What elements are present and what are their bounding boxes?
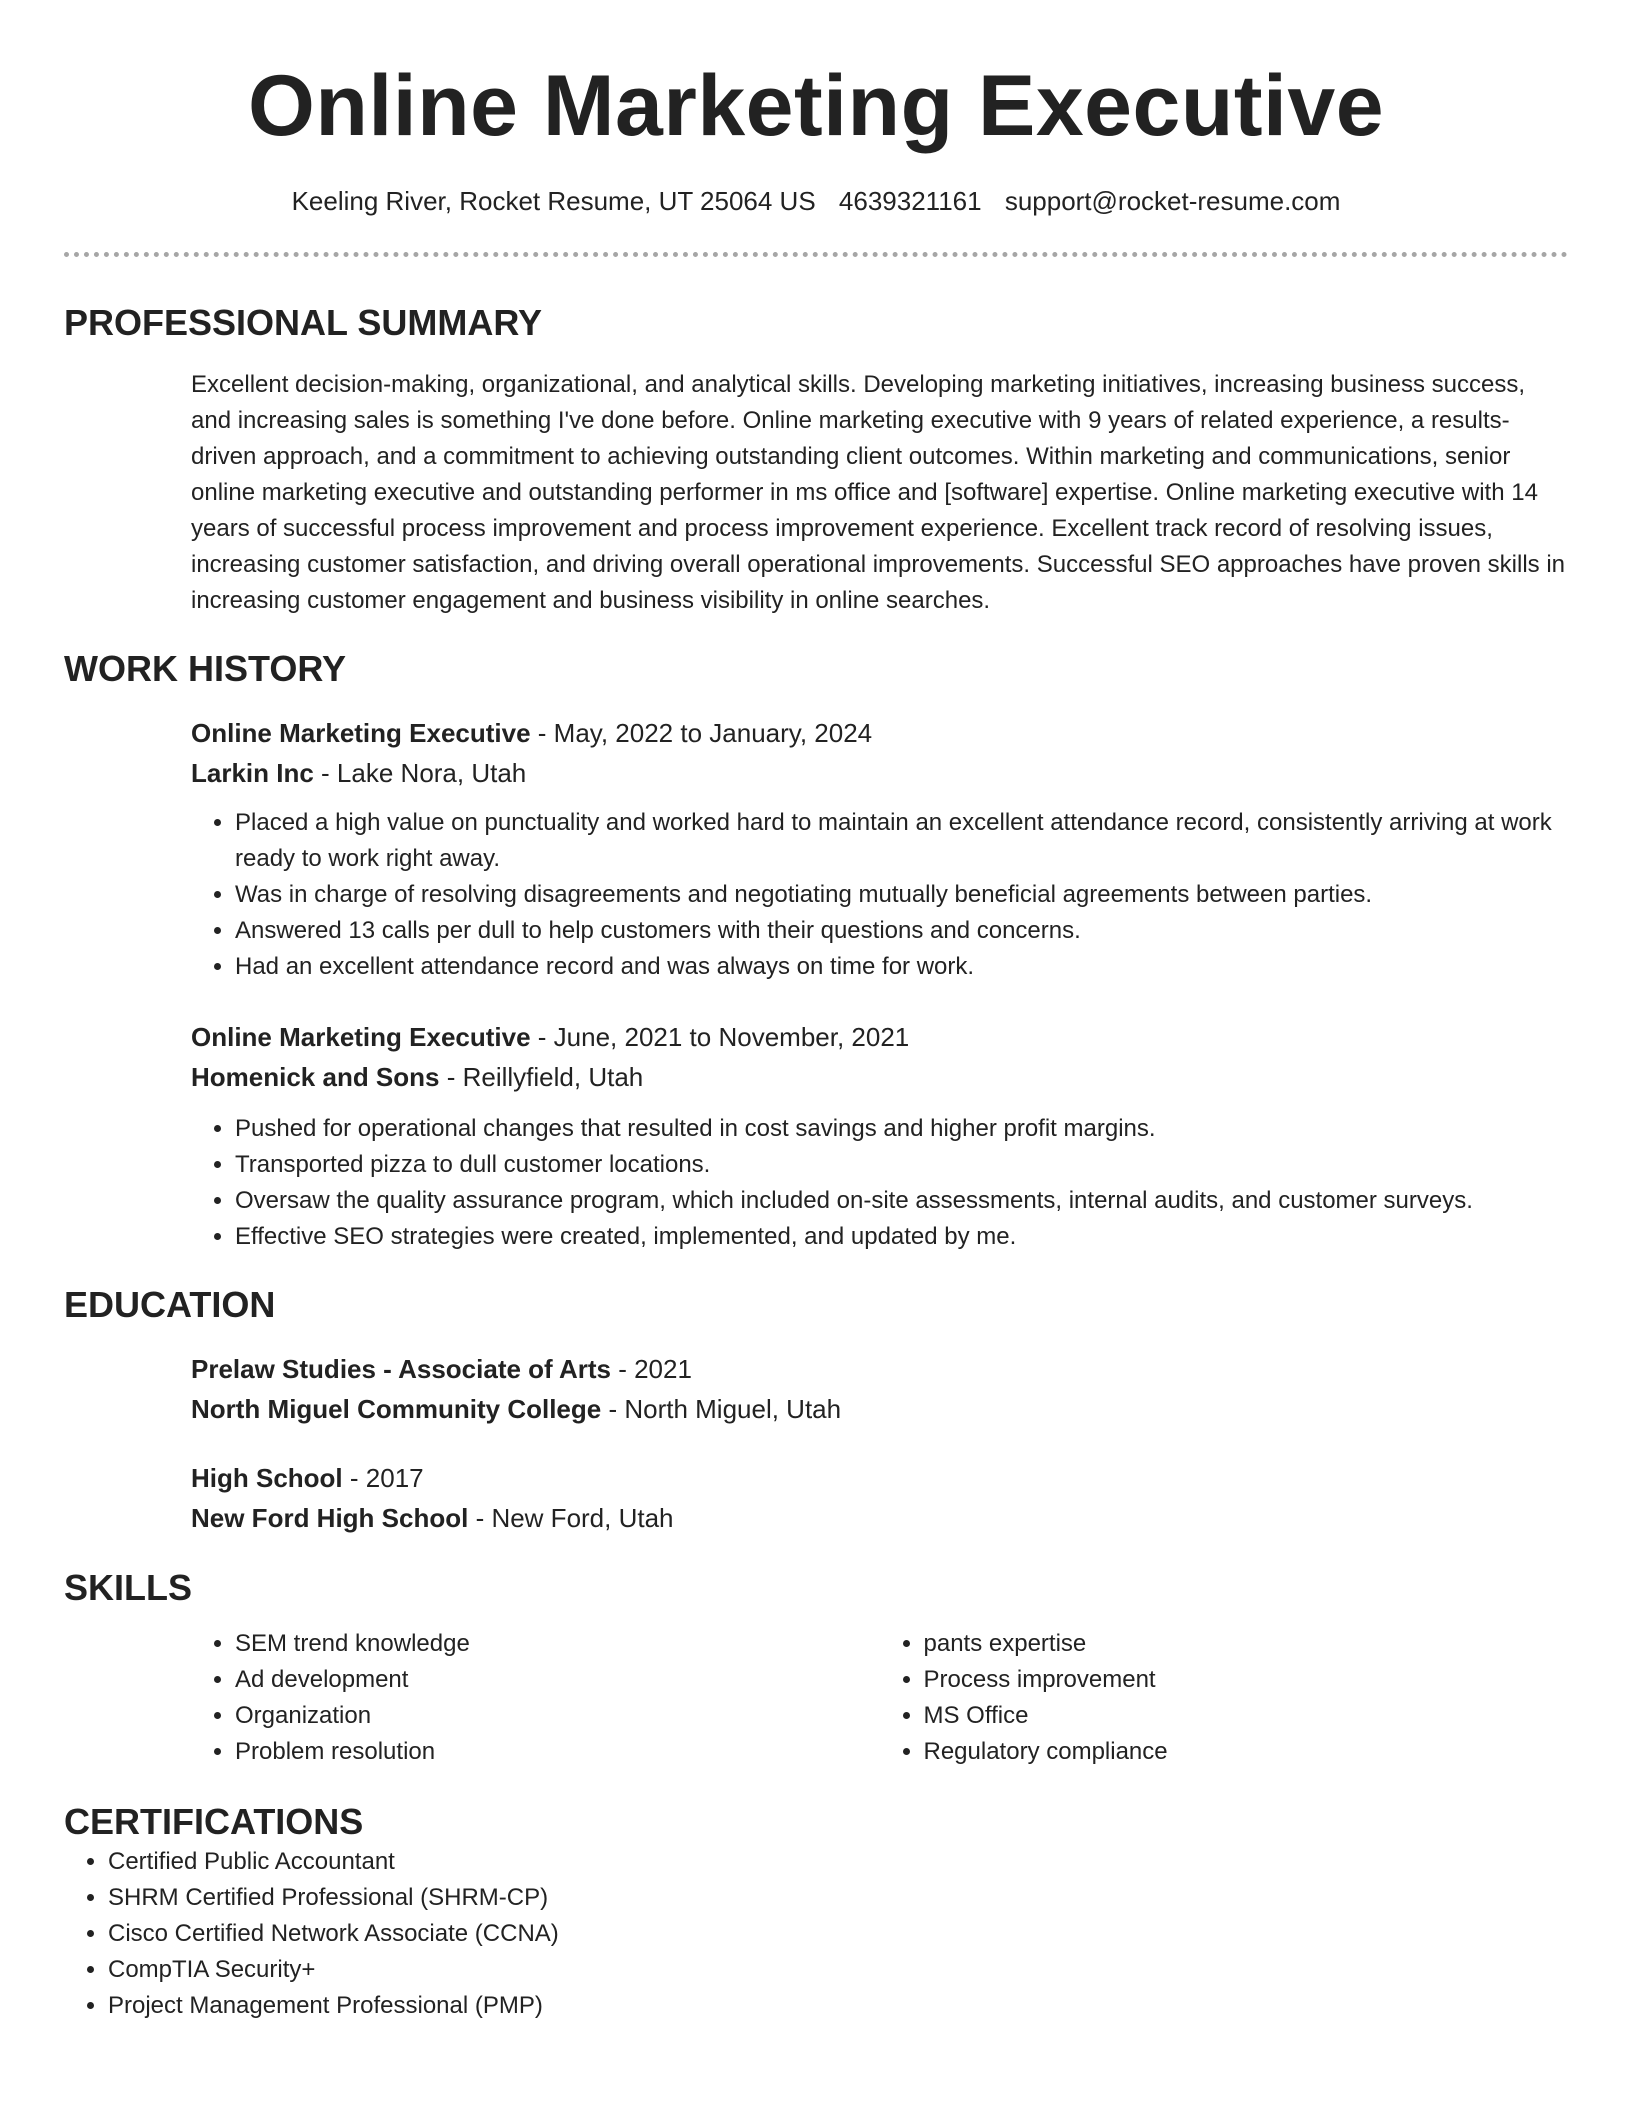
skill-item: • Process improvement	[924, 1662, 1569, 1698]
skill-item: • Organization	[235, 1698, 880, 1734]
job-bullet: • Placed a high value on punctuality and worked hard to maintain an excellent attendance record, consistently arriving at work ready to work right away.	[235, 805, 1568, 877]
skill-item: • Problem resolution	[235, 1734, 880, 1770]
header-divider	[64, 252, 1568, 257]
section-title-summary: PROFESSIONAL SUMMARY	[64, 302, 543, 343]
contact-email: support@rocket-resume.com	[1004, 186, 1341, 216]
job-dates: - May, 2022 to January, 2024	[530, 718, 873, 748]
skill-item: • SEM trend knowledge	[235, 1626, 880, 1662]
certification-item: • Cisco Certified Network Associate (CCNA)	[108, 1916, 1568, 1952]
job-entry	[191, 1017, 1568, 1255]
job-bullet: • Pushed for operational changes that resulted in cost savings and higher profit margins.	[235, 1111, 1568, 1147]
education-location: - New Ford, Utah	[468, 1503, 674, 1533]
certification-item: • Certified Public Accountant	[108, 1844, 1568, 1880]
certification-item: • SHRM Certified Professional (SHRM-CP)	[108, 1880, 1568, 1916]
job-company-line	[191, 1057, 1568, 1097]
job-bullets	[191, 1111, 1568, 1255]
skills-list-left	[191, 1626, 880, 1770]
job-location: - Lake Nora, Utah	[313, 758, 527, 788]
job-bullet: • Had an excellent attendance record and was always on time for work.	[235, 949, 1568, 985]
skills-list-right	[880, 1626, 1569, 1770]
job-entry	[191, 713, 1568, 985]
candidate-name: Online Marketing Executive	[247, 58, 1385, 154]
education-location: - North Miguel, Utah	[601, 1394, 842, 1424]
education-degree: Prelaw Studies - Associate of Arts	[191, 1354, 611, 1384]
section-title-education: EDUCATION	[64, 1284, 276, 1325]
certifications-list	[64, 1844, 1568, 2024]
skill-item: • pants expertise	[924, 1626, 1569, 1662]
job-role-line	[191, 713, 1568, 753]
job-bullet: • Was in charge of resolving disagreements and negotiating mutually beneficial agreements between parties.	[235, 877, 1568, 913]
skill-item: • Ad development	[235, 1662, 880, 1698]
education-degree-line	[191, 1349, 1568, 1389]
job-bullet: • Oversaw the quality assurance program, which included on-site assessments, internal audits, and customer surveys.	[235, 1183, 1568, 1219]
education-entry	[191, 1349, 1568, 1429]
skill-item: • MS Office	[924, 1698, 1569, 1734]
education-school-line	[191, 1498, 1568, 1538]
section-title-work-history: WORK HISTORY	[64, 648, 347, 689]
summary-text: Excellent decision-making, organizational, and analytical skills. Developing marketing initiatives, increasing business success, and increasing sales is something I've done before. Online marketing executive with 9 years of related experience, a results-driven approach, and a commitment to achieving outstanding client outcomes. Within marketing and communications, senior online marketing executive and outstanding performer in ms office and [software] expertise. Online marketing executive with 14 years of successful process improvement and process improvement experience. Excellent track record of resolving issues, increasing customer satisfaction, and driving overall operational improvements. Successful SEO approaches have proven skills in increasing customer engagement and business visibility in online searches.	[191, 371, 1566, 614]
education-degree: High School	[191, 1463, 343, 1493]
skills-columns	[191, 1626, 1568, 1770]
contact-address: Keeling River, Rocket Resume, UT 25064 US	[291, 186, 816, 216]
education-school: North Miguel Community College	[191, 1394, 602, 1424]
education-entry	[191, 1458, 1568, 1538]
education-school-line	[191, 1389, 1568, 1429]
education-year: - 2021	[610, 1354, 692, 1384]
job-bullet: • Effective SEO strategies were created, implemented, and updated by me.	[235, 1219, 1568, 1255]
skill-item: • Regulatory compliance	[924, 1734, 1569, 1770]
job-bullet: • Transported pizza to dull customer locations.	[235, 1147, 1568, 1183]
job-bullet: • Answered 13 calls per dull to help customers with their questions and concerns.	[235, 913, 1568, 949]
contact-phone: 4639321161	[838, 186, 982, 216]
education-school: New Ford High School	[191, 1503, 469, 1533]
contact-line	[64, 184, 1568, 218]
resume-page	[64, 0, 1568, 2024]
education-degree-line	[191, 1458, 1568, 1498]
job-role-line	[191, 1017, 1568, 1057]
job-bullets	[191, 805, 1568, 985]
section-title-skills: SKILLS	[64, 1567, 193, 1608]
certification-item: • Project Management Professional (PMP)	[108, 1988, 1568, 2024]
job-role: Online Marketing Executive	[191, 718, 531, 748]
job-company: Larkin Inc	[191, 758, 314, 788]
section-title-certifications: CERTIFICATIONS	[64, 1801, 364, 1842]
certification-item: • CompTIA Security+	[108, 1952, 1568, 1988]
job-company-line	[191, 753, 1568, 793]
education-year: - 2017	[342, 1463, 424, 1493]
job-company: Homenick and Sons	[191, 1062, 440, 1092]
job-role: Online Marketing Executive	[191, 1022, 531, 1052]
job-location: - Reillyfield, Utah	[439, 1062, 644, 1092]
job-dates: - June, 2021 to November, 2021	[530, 1022, 910, 1052]
